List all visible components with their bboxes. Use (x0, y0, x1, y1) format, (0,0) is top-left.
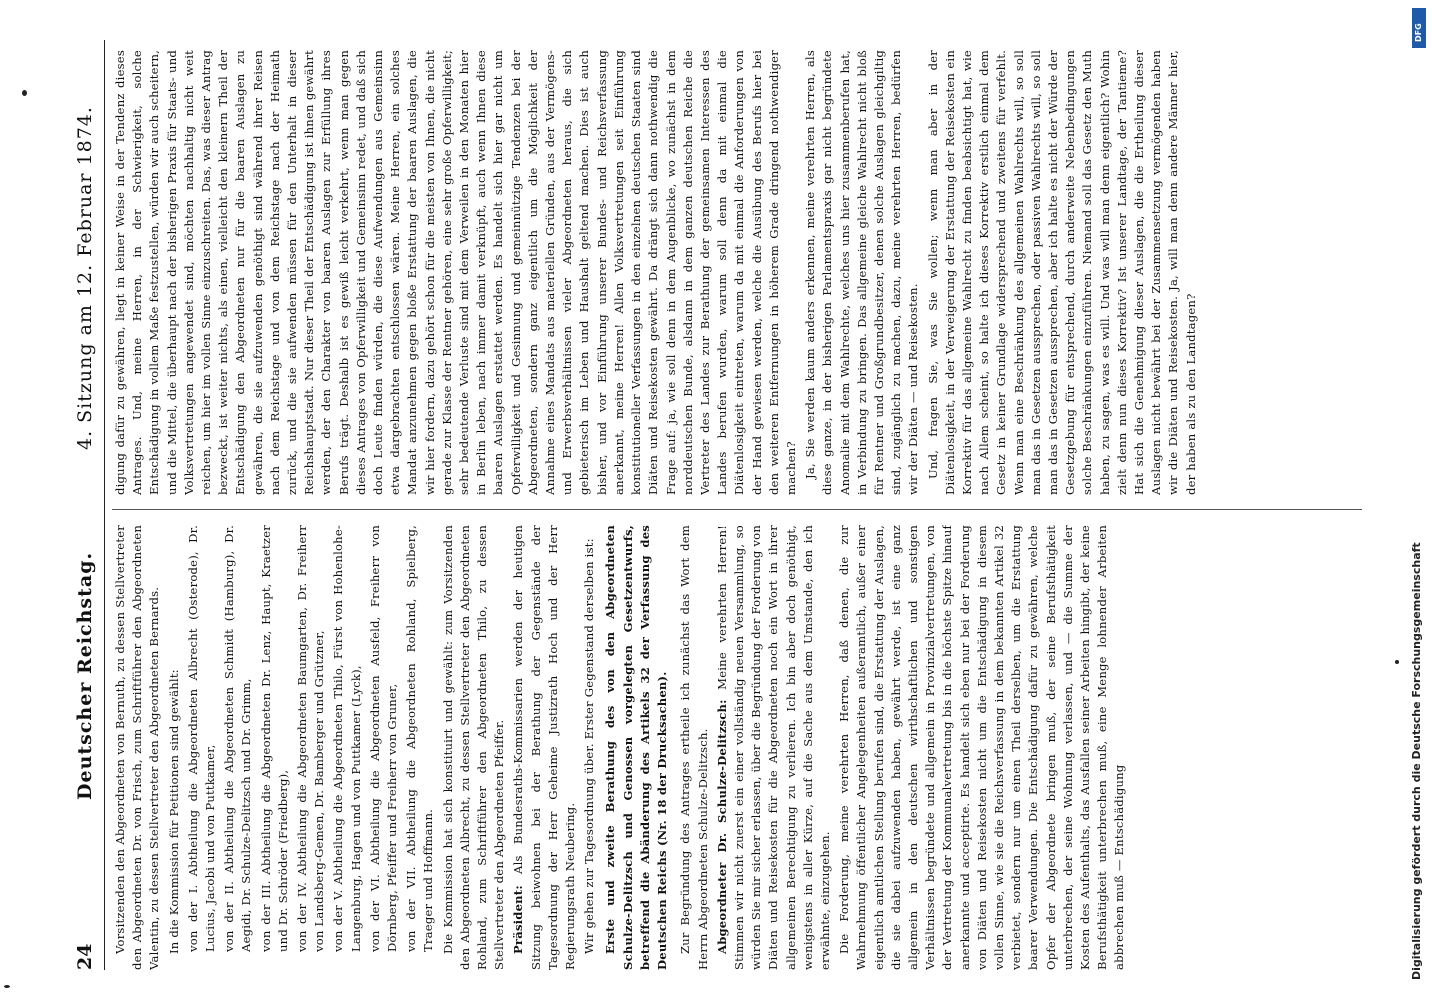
text-columns (112, 40, 1362, 970)
president-statement (510, 525, 579, 970)
committee-entry: von der V. Abtheilung die Abgeordneten Thilo, Fürst von Hohenlohe-Langenburg, Hagen und von Puttkamer (Lyck), (331, 525, 363, 952)
committee-entry: von der II. Abtheilung die Abgeordneten Schmidt (Hamburg), Dr. Aegidi, Dr. Schulze-Delitzsch und Dr. Grimm, (222, 525, 254, 952)
running-title: Deutscher Reichstag. (74, 551, 96, 800)
column-divider (112, 509, 1362, 510)
paragraph: In die Kommission für Petitionen sind gewählt: (166, 669, 181, 954)
digitization-credit (1410, 20, 1428, 980)
scan-speck (1395, 660, 1399, 664)
paragraph: Vorsitzenden den Abgeordneten von Bernuth, zu dessen Stellvertreter den Abgeordneten Dr. von Frisch, zum Schriftführer den Abgeordneten Valentin, zu dessen Stellvertreter den Abgeordneten Bernards. (113, 525, 162, 970)
running-date: 4. Sitzung am 12. Februar 1874. (74, 106, 96, 450)
speaker-label: Präsident: (511, 885, 526, 954)
scan-speck (4, 985, 10, 988)
speech (714, 525, 834, 970)
speech-text: Meine verehrten Herren! Stimmen wir nicht zuerst ein einer vollständig neuen Versammlung, so würden Sie mir sicher erlassen, über die Begründung der Forderung von Diäten und Reisekosten für die Abgeordneten noch ein Wort in ihrer allgemeinen Berechtigung zu verlieren. Ich bin aber doch genöthigt, wenigstens in aller Kürze, auf die Sache aus dem Umstande, den ich erwähnte, einzugehen. (714, 525, 832, 970)
paragraph: Und, fragen Sie, was Sie wollen; wenn man aber in der Diätenlosigkeit, in der Verweigerung der Erstattung der Reisekosten ein Korrektiv für das allgemeine Wahlrecht zu finden beabsichtigt hat, wie nach Allem scheint, so halte ich dieses Korrektiv erstlich einmal dem Gesetz in keiner Grundlage widersprechend und zweitens für verfehlt. Wenn man eine Beschränkung des allgemeinen Wahlrechts will, so soll man das in Gesetzen aussprechen, oder passiven Wahlrechts will, so soll man das in Gesetzen aussprechen, aber ich halte es nicht der Würde der Gesetzgebung für entsprechend, durch anderweite Nebenbedingungen solche Beschränkungen einzuführen. Niemand soll das Gesetz den Muth haben, zu sagen, was es will. Und was will man denn eigentlich? Wohin zielt denn nun dieses Korrektiv? Ist unserer Landtage, der Tantieme? Hat sich die Genehmigung dieser Auslagen, die die Ertheilung dieser Auslagen nicht bewährt bei der Zusammensetzung vermögenden haben wir die Diäten und Reisekosten. Ja, will man denn andere Männer hier, der haben als zu den Landtagen? (925, 50, 1198, 495)
committee-entry: von der VI. Abtheilung die Abgeordneten Ausfeld, Freiherr von Dörnberg, Pfeiffer und Freiherr von Gruner, (367, 525, 400, 952)
agenda-heading: Erste und zweite Berathung des von den Abgeordneten Schulze-Delitzsch und Genossen vorgelegten Gesetzentwurfs, betreffend die Abänderung des Artikels 32 der Verfassung des Deutschen Reichs (Nr. 18 der Drucksachen). (603, 525, 670, 970)
left-column (112, 525, 1362, 970)
paragraph: Die Forderung, meine verehrten Herren, daß denen, die zur Wahrnehmung öffentlicher Angelegenheiten außeramtlich, außer einer eigentlich amtlichen Stellung berufen sind, die Erstattung der Auslagen, die sie dabei aufzuwenden haben, gewährt werde, ist eine ganz allgemein in den deutschen wirthschaftlichen und sonstigen Verhältnissen begründete und allgemein in Provinzialvertretungen, von der Vertretung der Kommunalvertretung bis in die höchste Spitze hinauf anerkannte und acceptirte. Es handelt sich eben nur bei der Forderung von Diäten und Reisekosten nicht um die Entschädigung in diesem vollen Sinne, wie sie die Reichsverfassung in dem bekannten Artikel 32 verbietet, sondern nur um einen Theil derselben, um die Erstattung baarer Verwendungen. Die Entschädigung dafür zu gewähren, welche Opfer der Abgeordnete bringen muß, der seine Berufsthätigkeit unterbrechen, der seine Wohnung verlassen, und — die Summe der Kosten des Aufenthalts, das Ausfallen seiner Arbeiten hingibt, der keine Berufsthätigkeit unterbrechen muß, eine Menge lohnender Arbeiten abbrechen muß — Entschädigung (837, 525, 1127, 970)
speaker-label: Abgeordneter Dr. Schulze-Delitzsch: (714, 699, 729, 954)
committee-entry: von der IV. Abtheilung die Abgeordneten Baumgarten, Dr. Freiherr von Landsberg-Gemen, Dr. Bamberger und Grützner, (295, 525, 327, 952)
paragraph: Zur Begründung des Antrages ertheile ich zunächst das Wort dem Herrn Abgeordneten Schulze-Delitzsch. (678, 525, 710, 970)
statement-text: Als Bundesraths-Kommissarien werden der heutigen Sitzung beiwohnen bei der Berathung der Gegenstände der Tagesordnung der Herr Geheime Justizrath Hoch und der Herr Regierungsrath Neubering. (511, 525, 578, 970)
scan-speck (22, 90, 27, 96)
dfg-logo-text: DFG (1414, 23, 1423, 42)
committee-entry: von der III. Abtheilung die Abgeordneten Dr. Lenz, Haupt, Kraetzer und Dr. Schröder (Friedberg), (258, 525, 290, 952)
paragraph: Die Kommission hat sich konstituirt und gewählt: zum Vorsitzenden den Abgeordneten Albrecht, zu dessen Stellvertreter den Abgeordneten Rohland, zum Schriftführer den Abgeordneten Thilo, zu dessen Stellvertreter den Abgeordneten Pfeiffer. (440, 525, 507, 970)
credit-text: Digitalisierung gefördert durch die Deutsche Forschungsgemeinschaft (1410, 542, 1423, 980)
right-column (112, 50, 1362, 495)
paragraph: digung dafür zu gewähren, liegt in keiner Weise in der Tendenz dieses Antrages. Und, meine Herren, in der Schwierigkeit, solche Entschädigung in vollem Maße festzustellen, würden wir auch scheitern, und die Mittel, die überhaupt nach der bisherigen Praxis für Staats- und Volksvertretungen angewendet sind, möchten nachhaltig nicht weit reichen, um hier im vollen Sinne einzuschreiten. Das, was dieser Antrag bezweckt, ist weiter nichts, als einen, vielleicht den kleinern Theil der Entschädigung den Abgeordneten nur für die baaren Auslagen zu gewähren, die sie aufzuwenden genöthigt sind während ihrer Reisen nach dem Reichstage und von dem Reichstage nach der Heimath zurück, und die sie aufwenden müssen für den Unterhalt in dieser Reichshauptstadt. Nur dieser Theil der Entschädigung ist ihnen gewährt werden, der den Charakter von baaren Auslagen zur Erfüllung ihres Berufs trägt. Deshalb ist es gewiß leicht verkehrt, wenn man gegen dieses Antrages von Opferwilligkeit und Gemeinsinn redet, und daß sich doch Leute finden würden, die diese Aufwendungen aus Gemeinsinn etwa dargebrachten entschlossen wären. Meine Herren, ein solches Mandat anzunehmen gegen bloße Erstattung der baaren Auslagen, die wir hier fordern, dazu gehört schon für die meisten von Ihnen, die nicht gerade zur Klasse der Rentner gehören, eine sehr große Opferwilligkeit; sehr bedeutende Verluste sind mit dem Verweilen in den Monaten hier in Berlin leben, nach immer damit verknüpft, auch wenn Ihnen diese baaren Auslagen erstattet werden. Es handelt sich hier gar nicht um Opferwilligkeit und Gesinnung und gemeinnützige Tendenzen bei der Abgeordneten, sondern ganz eigentlich um die Möglichkeit der Annahme eines Mandats aus materiellen Gründen, aus der Vermögens- und Erwerbsverhältnissen vieler Abgeordneten heraus, die sich gebieterisch im Leben und Haushalt geltend machen. Dies ist auch bisher, und vor Einführung unserer Bundes- und Reichsverfassung anerkannt, meine Herren! Allen Volksvertretungen seit Einführung konstitutioneller Verfassungen in den einzelnen deutschen Staaten sind Diäten und Reisekosten gewährt. Da drängt sich dann nothwendig die Frage auf: ja, wie soll denn in dem Augenblicke, wo zunächst in dem norddeutschen Bunde, alsdann in dem ganzen deutschen Reiche die Vertreter des Landes zur Berathung der gemeinsamen Interessen des Landes berufen wurden, warum soll denn da mit einmal die Diätenlosigkeit eintreten, warum da mit einmal die Anforderungen von der Hand gewiesen werden, welche die Ausübung des Berufs hier bei den weiteren Entfernungen in höherem Grade dringend nothwendiger machen? (113, 50, 798, 495)
committee-entry: von der I. Abtheilung die Abgeordneten Albrecht (Osterode), Dr. Lucius, Jacobi und von Puttkamer, (185, 525, 218, 952)
page-header (72, 40, 105, 970)
committee-entry: von der VII. Abtheilung die Abgeordneten Rohland, Spielberg, Traeger und Hoffmann. (404, 525, 436, 952)
paragraph: Ja, Sie werden kaum anders erkennen, meine verehrten Herren, als diese ganze, in der bisherigen Parlamentspraxis gar nicht begründete Anomalie mit dem Wahlrechte, welches uns hier zusammenberufen hat, in Verbindung zu bringen. Das allgemeine gleiche Wahlrecht nicht bloß für Rentner und Großgrundbesitzer, denen solche Auslagen gleichgiltig sind, zugänglich zu machen, dazu, meine verehrten Herren, bedürfen wir der Diäten — und Reisekosten. (803, 50, 921, 495)
paragraph: Wir gehen zur Tagesordnung über. Erster Gegenstand derselben ist: (582, 538, 597, 954)
page-number: 24 (74, 943, 96, 970)
